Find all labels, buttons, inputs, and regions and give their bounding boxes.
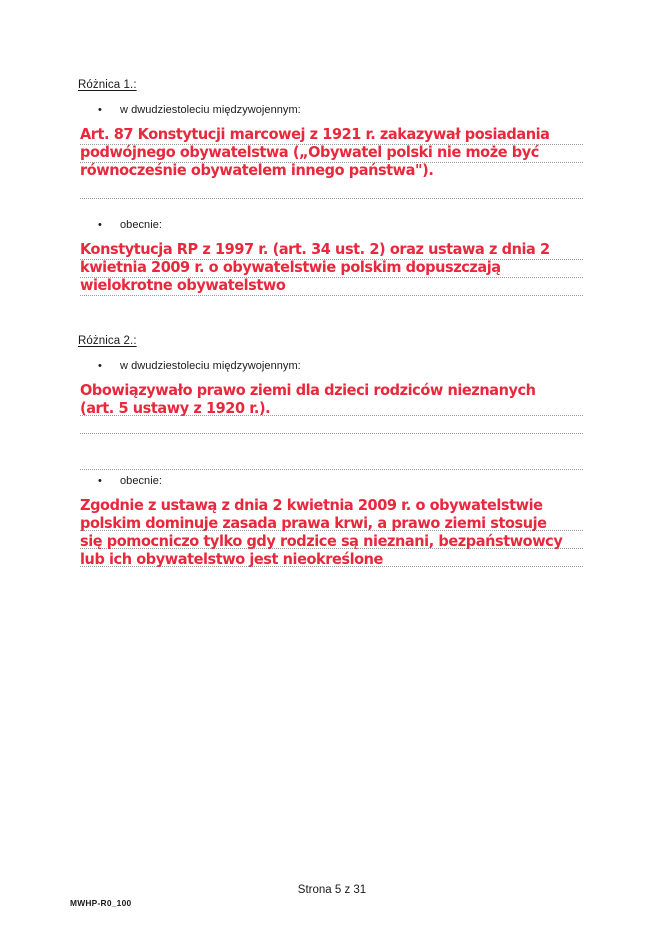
bullet-prompt xyxy=(98,359,301,373)
answer-guide-rule xyxy=(80,295,583,296)
bullet-prompt xyxy=(98,218,162,232)
bullet-prompt xyxy=(98,103,301,117)
bullet-dot-icon: • xyxy=(98,104,102,116)
section-heading-2: Różnica 2.: xyxy=(78,335,137,347)
bullet-prompt-label: w dwudziestoleciu międzywojennym: xyxy=(120,360,301,372)
bullet-dot-icon: • xyxy=(98,360,102,372)
answer-guide-rule xyxy=(80,433,583,434)
answer-guide-rule xyxy=(80,469,583,470)
bullet-dot-icon: • xyxy=(98,475,102,487)
bullet-prompt xyxy=(98,474,162,488)
answer-text-line: podwójnego obywatelstwa („Obywatel polski nie może być xyxy=(80,143,539,161)
answer-text-line: Konstytucja RP z 1997 r. (art. 34 ust. 2) oraz ustawa z dnia 2 xyxy=(80,240,550,258)
answer-text-line: równocześnie obywatelem innego państwa"). xyxy=(80,161,434,179)
footer-page-number: Strona 5 z 31 xyxy=(297,884,367,896)
answer-guide-rule xyxy=(80,198,583,199)
answer-text-line: (art. 5 ustawy z 1920 r.). xyxy=(80,399,271,417)
answer-text-line: lub ich obywatelstwo jest nieokreślone xyxy=(80,550,383,568)
bullet-dot-icon: • xyxy=(98,219,102,231)
answer-text-line: wielokrotne obywatelstwo xyxy=(80,276,286,294)
answer-text-line: kwietnia 2009 r. o obywatelstwie polskim dopuszczają xyxy=(80,258,501,276)
answer-text-line: Zgodnie z ustawą z dnia 2 kwietnia 2009 r. o obywatelstwie xyxy=(80,496,543,514)
section-heading-1: Różnica 1.: xyxy=(78,79,137,91)
bullet-prompt-label: w dwudziestoleciu międzywojennym: xyxy=(120,104,301,116)
bullet-prompt-label: obecnie: xyxy=(120,219,162,231)
answer-text-line: polskim dominuje zasada prawa krwi, a prawo ziemi stosuje xyxy=(80,514,547,532)
answer-text-line: się pomocniczo tylko gdy rodzice są nieznani, bezpaństwowcy xyxy=(80,532,563,550)
answer-text-line: Obowiązywało prawo ziemi dla dzieci rodziców nieznanych xyxy=(80,381,536,399)
footer-document-code: MWHP-R0_100 xyxy=(70,898,132,908)
answer-text-line: Art. 87 Konstytucji marcowej z 1921 r. zakazywał posiadania xyxy=(80,125,550,143)
bullet-prompt-label: obecnie: xyxy=(120,475,162,487)
